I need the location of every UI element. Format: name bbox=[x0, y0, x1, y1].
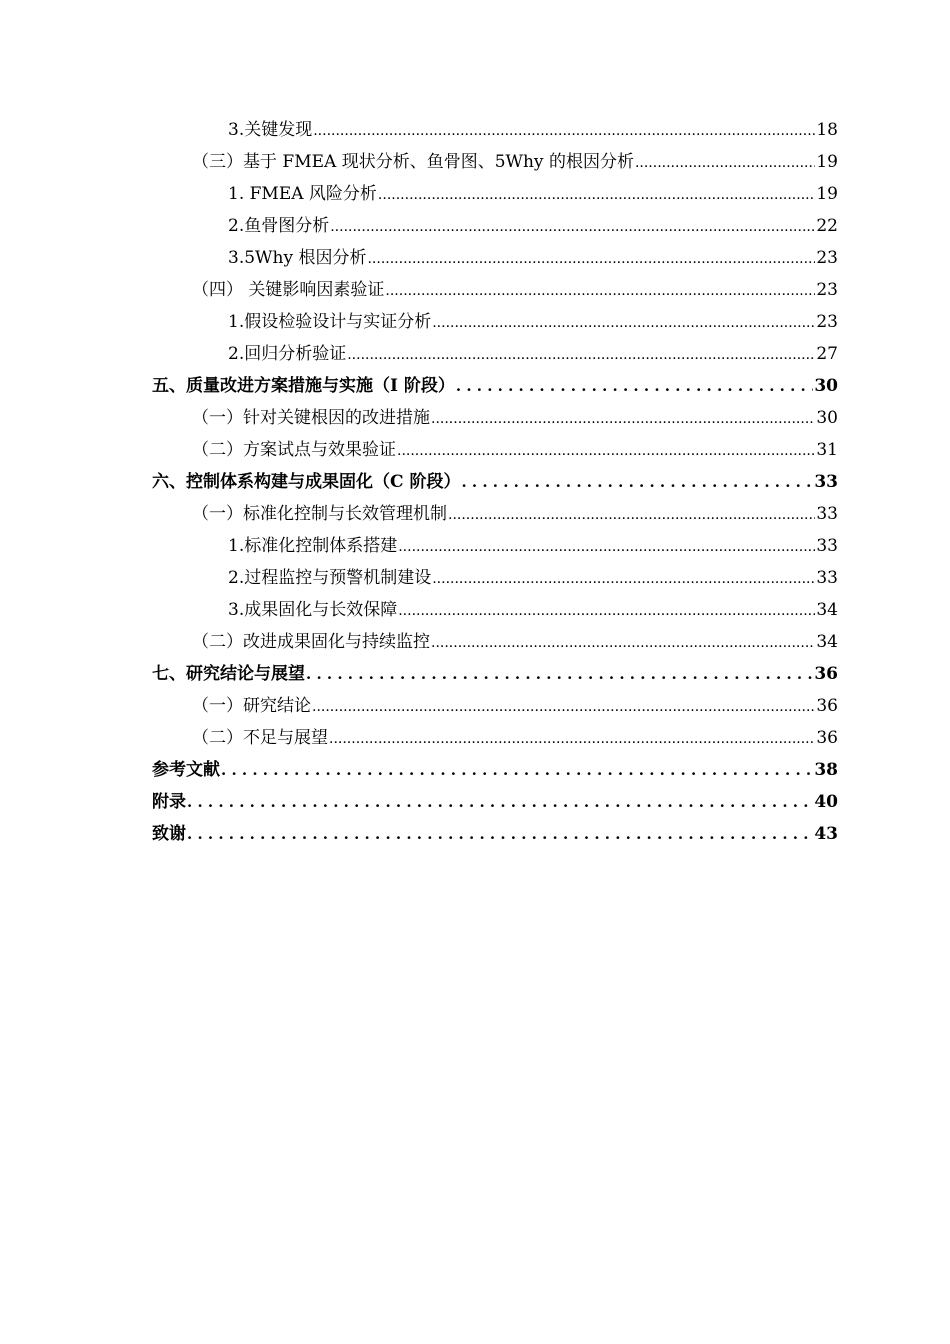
toc-entry-page-number: 31 bbox=[816, 440, 838, 460]
toc-dot-leader bbox=[397, 434, 815, 467]
toc-entry[interactable] bbox=[152, 178, 838, 210]
toc-entry-title: 3.5Why 根因分析 bbox=[228, 248, 367, 268]
toc-dot-leader bbox=[398, 594, 815, 627]
toc-entry-title: 五、质量改进方案措施与实施（I 阶段） bbox=[152, 376, 455, 396]
toc-entry-page-number: 30 bbox=[816, 408, 838, 428]
toc-entry-title: 2.鱼骨图分析 bbox=[228, 216, 330, 236]
toc-entry-page-number: 19 bbox=[816, 152, 838, 172]
toc-dot-leader bbox=[221, 754, 813, 786]
toc-entry-page-number: 33 bbox=[816, 568, 838, 588]
toc-dot-leader bbox=[431, 402, 815, 435]
toc-entry[interactable] bbox=[152, 754, 838, 786]
toc-entry-page-number: 38 bbox=[814, 760, 838, 780]
toc-dot-leader bbox=[306, 658, 813, 690]
toc-dot-leader bbox=[432, 562, 815, 595]
toc-entry-title: 致谢 bbox=[152, 824, 186, 844]
toc-entry[interactable] bbox=[152, 434, 838, 466]
toc-entry[interactable] bbox=[152, 466, 838, 498]
toc-entry-title: 1.假设检验设计与实证分析 bbox=[228, 312, 432, 332]
toc-entry-title: 六、控制体系构建与成果固化（C 阶段） bbox=[152, 472, 461, 492]
toc-entry[interactable] bbox=[152, 370, 838, 402]
toc-dot-leader bbox=[347, 338, 815, 371]
toc-entry-page-number: 36 bbox=[816, 696, 838, 716]
toc-entry-title: 2.过程监控与预警机制建设 bbox=[228, 568, 432, 588]
toc-entry[interactable] bbox=[152, 242, 838, 274]
toc-dot-leader bbox=[635, 146, 815, 179]
toc-entry-title: 参考文献 bbox=[152, 760, 220, 780]
toc-entry[interactable] bbox=[152, 562, 838, 594]
toc-entry[interactable] bbox=[152, 210, 838, 242]
toc-dot-leader bbox=[330, 210, 815, 243]
toc-entry-title: （二）方案试点与效果验证 bbox=[192, 440, 396, 460]
toc-entry-title: 附录 bbox=[152, 792, 186, 812]
table-of-contents bbox=[152, 114, 838, 850]
toc-entry[interactable] bbox=[152, 818, 838, 850]
toc-entry[interactable] bbox=[152, 530, 838, 562]
toc-dot-leader bbox=[431, 626, 815, 659]
toc-entry[interactable] bbox=[152, 594, 838, 626]
toc-entry[interactable] bbox=[152, 498, 838, 530]
toc-entry-title: （一）研究结论 bbox=[192, 696, 311, 716]
toc-entry[interactable] bbox=[152, 274, 838, 306]
toc-entry-page-number: 18 bbox=[816, 120, 838, 140]
toc-entry-page-number: 40 bbox=[814, 792, 838, 812]
toc-dot-leader bbox=[329, 722, 815, 755]
toc-entry-page-number: 19 bbox=[816, 184, 838, 204]
toc-entry[interactable] bbox=[152, 114, 838, 146]
toc-entry-page-number: 27 bbox=[816, 344, 838, 364]
toc-dot-leader bbox=[385, 274, 815, 307]
toc-dot-leader bbox=[378, 178, 815, 211]
toc-entry-page-number: 36 bbox=[814, 664, 838, 684]
toc-entry[interactable] bbox=[152, 722, 838, 754]
toc-entry-page-number: 23 bbox=[816, 280, 838, 300]
toc-entry[interactable] bbox=[152, 402, 838, 434]
toc-entry-page-number: 33 bbox=[816, 536, 838, 556]
toc-entry-title: （一）标准化控制与长效管理机制 bbox=[192, 504, 447, 524]
toc-entry[interactable] bbox=[152, 146, 838, 178]
toc-entry-title: （三）基于 FMEA 现状分析、鱼骨图、5Why 的根因分析 bbox=[192, 152, 634, 172]
toc-dot-leader bbox=[312, 690, 815, 723]
toc-entry-title: 3.关键发现 bbox=[228, 120, 313, 140]
toc-entry-page-number: 36 bbox=[816, 728, 838, 748]
toc-entry-page-number: 43 bbox=[814, 824, 838, 844]
toc-entry-title: （二）不足与展望 bbox=[192, 728, 328, 748]
toc-entry[interactable] bbox=[152, 786, 838, 818]
toc-entry-title: （二）改进成果固化与持续监控 bbox=[192, 632, 430, 652]
toc-entry[interactable] bbox=[152, 658, 838, 690]
toc-entry[interactable] bbox=[152, 338, 838, 370]
toc-dot-leader bbox=[461, 466, 813, 498]
toc-dot-leader bbox=[367, 242, 815, 275]
toc-entry-title: 2.回归分析验证 bbox=[228, 344, 347, 364]
toc-entry-title: 3.成果固化与长效保障 bbox=[228, 600, 398, 620]
toc-entry-page-number: 23 bbox=[816, 312, 838, 332]
toc-dot-leader bbox=[187, 818, 813, 850]
toc-entry-title: （四） 关键影响因素验证 bbox=[192, 280, 385, 300]
toc-entry-page-number: 22 bbox=[816, 216, 838, 236]
toc-dot-leader bbox=[432, 306, 815, 339]
toc-dot-leader bbox=[398, 530, 815, 563]
toc-dot-leader bbox=[187, 786, 813, 818]
toc-entry[interactable] bbox=[152, 690, 838, 722]
toc-entry-page-number: 34 bbox=[816, 632, 838, 652]
toc-dot-leader bbox=[313, 114, 815, 147]
toc-entry-title: 七、研究结论与展望 bbox=[152, 664, 305, 684]
toc-entry[interactable] bbox=[152, 306, 838, 338]
toc-entry-title: （一）针对关键根因的改进措施 bbox=[192, 408, 430, 428]
toc-entry[interactable] bbox=[152, 626, 838, 658]
toc-entry-page-number: 30 bbox=[814, 376, 838, 396]
toc-entry-page-number: 33 bbox=[816, 504, 838, 524]
toc-entry-page-number: 33 bbox=[814, 472, 838, 492]
toc-dot-leader bbox=[448, 498, 815, 531]
toc-entry-title: 1. FMEA 风险分析 bbox=[228, 184, 377, 204]
toc-dot-leader bbox=[456, 370, 813, 402]
toc-entry-title: 1.标准化控制体系搭建 bbox=[228, 536, 398, 556]
toc-entry-page-number: 23 bbox=[816, 248, 838, 268]
toc-entry-page-number: 34 bbox=[816, 600, 838, 620]
